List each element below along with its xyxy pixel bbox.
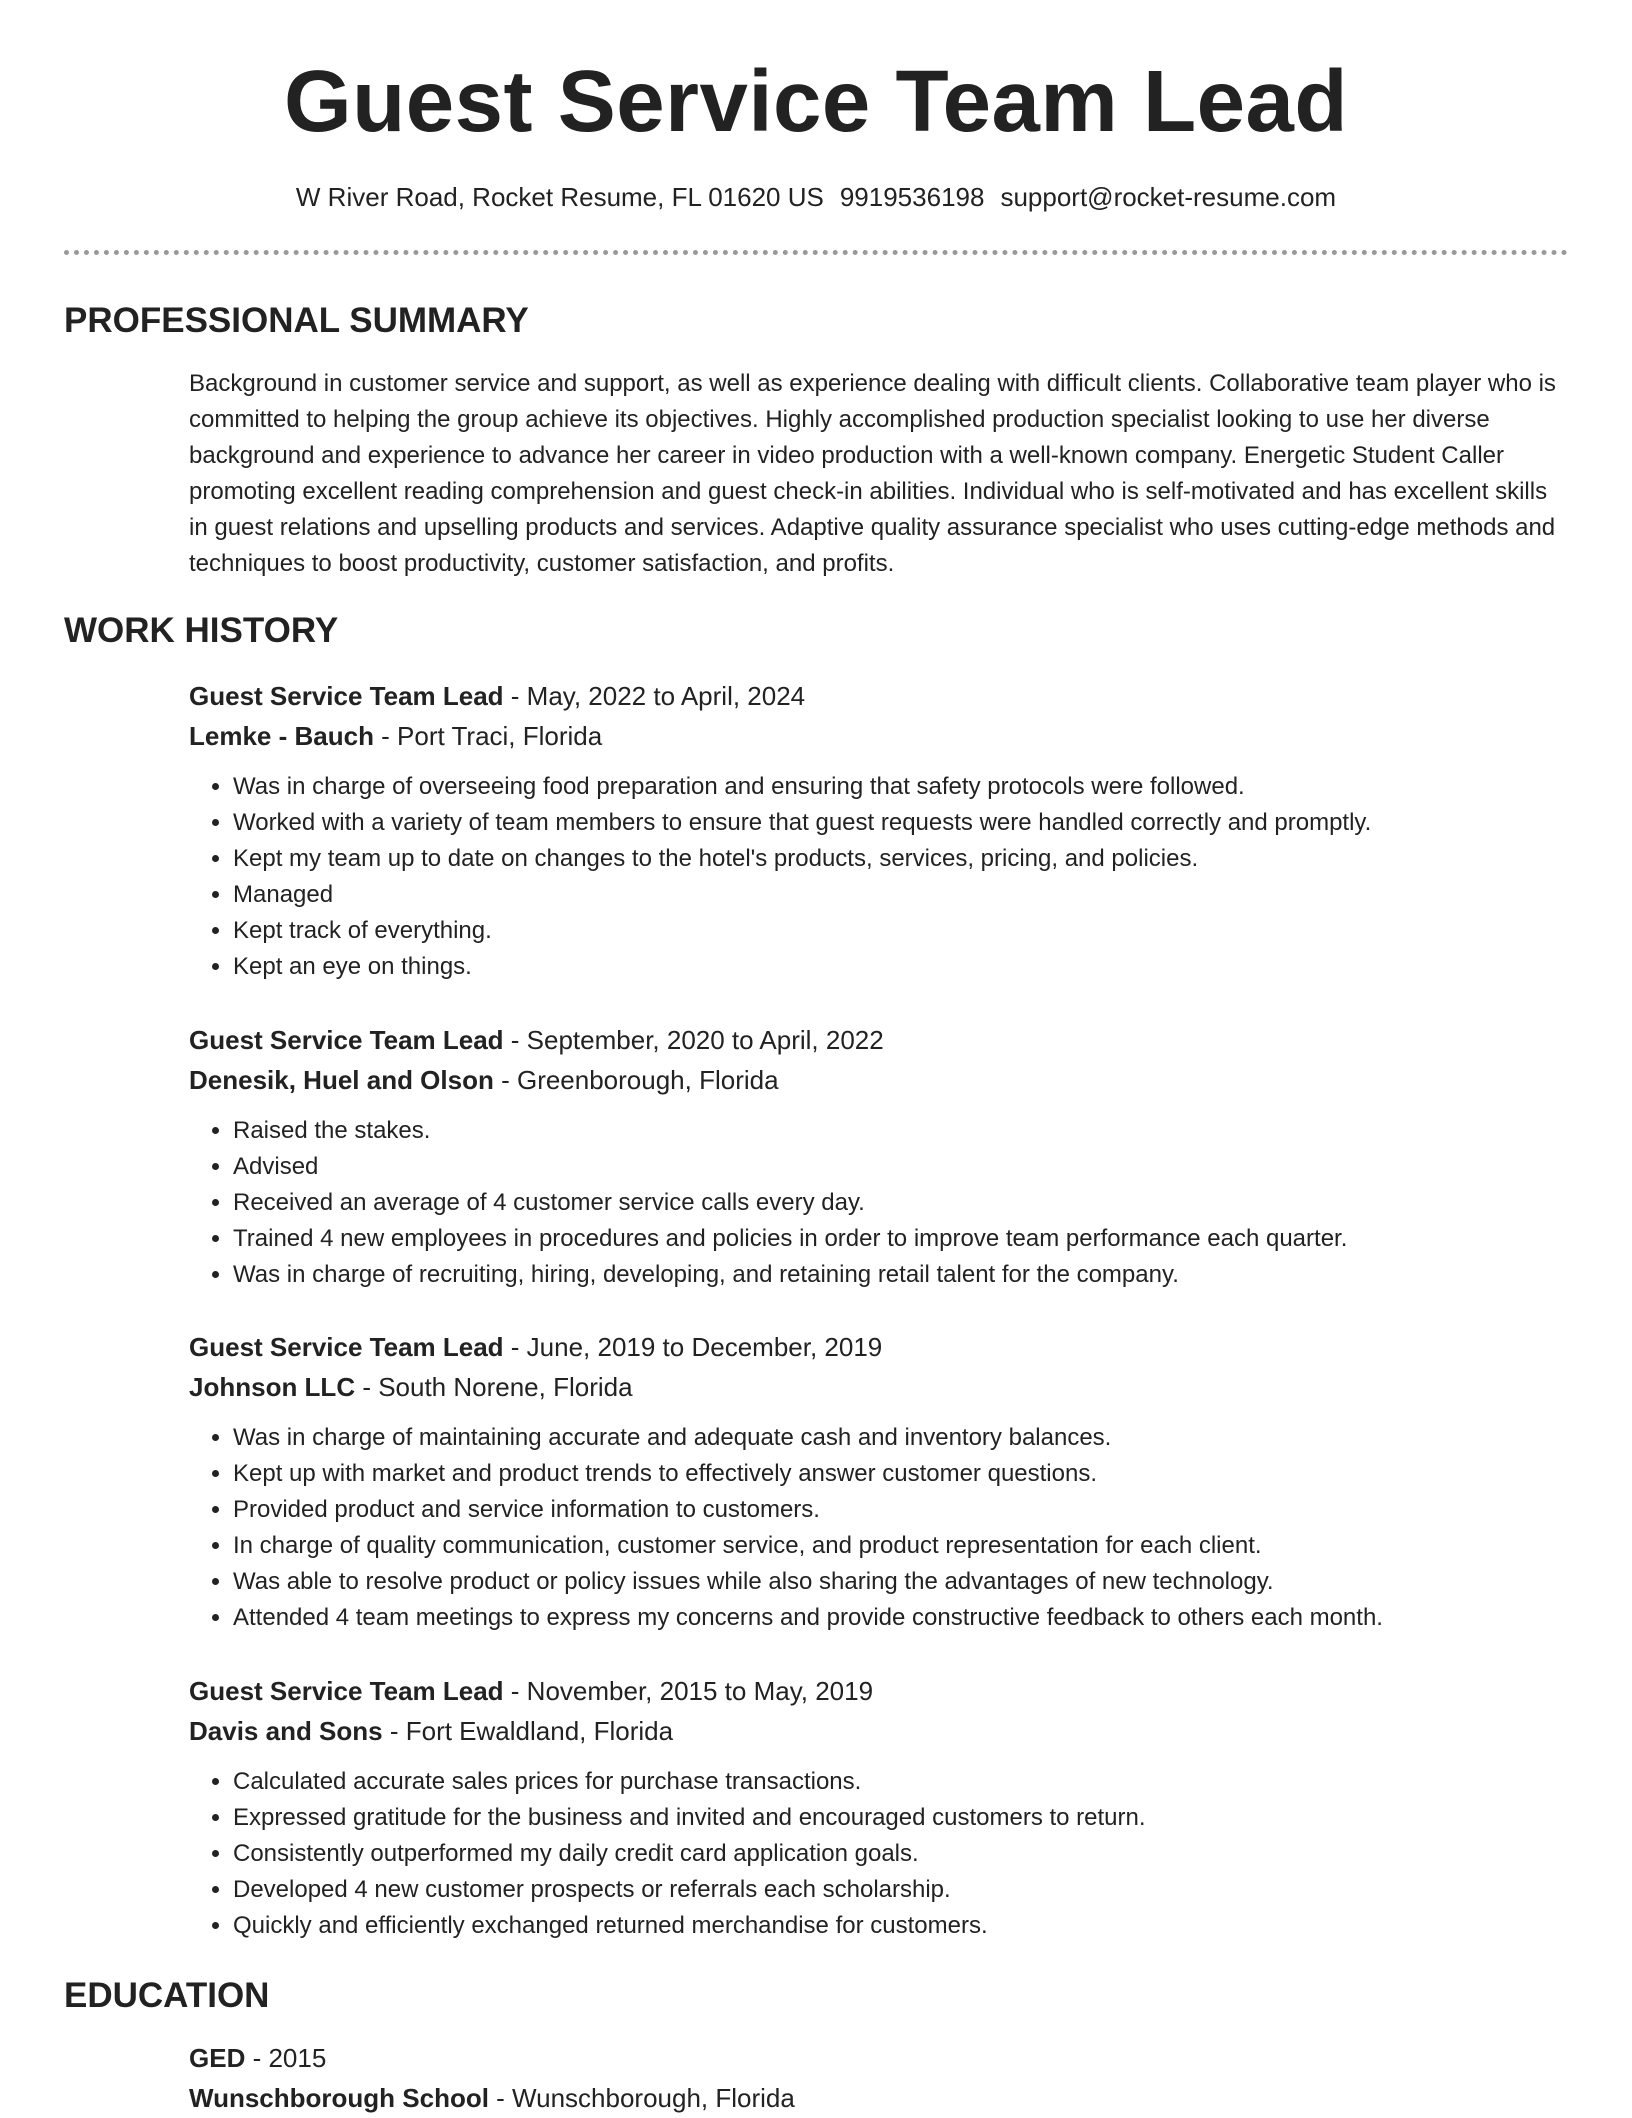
contact-line (0, 181, 1632, 213)
job-title-line (189, 1327, 1569, 1367)
job-company-line (189, 716, 1569, 756)
education-school-line (189, 2078, 1569, 2118)
job-role: Guest Service Team Lead (189, 1676, 504, 1706)
bullet-item: • Expressed gratitude for the business and invited and encouraged customers to return. (233, 1800, 1569, 1836)
job-location: - Greenborough, Florida (493, 1065, 779, 1095)
job-company-line (189, 1711, 1569, 1751)
job-role: Guest Service Team Lead (189, 1332, 504, 1362)
education-school: Wunschborough School (189, 2083, 489, 2113)
job-company: Lemke - Bauch (189, 721, 374, 751)
job-role: Guest Service Team Lead (189, 681, 504, 711)
resume-name: Guest Service Team Lead (283, 53, 1349, 150)
bullet-item: • Attended 4 team meetings to express my concerns and provide constructive feedback to others each month. (233, 1600, 1569, 1636)
job-bullets (189, 1764, 1569, 1944)
bullet-item: • Managed (233, 877, 1569, 913)
job-company-line (189, 1367, 1569, 1407)
contact-phone: 9919536198 (839, 182, 985, 212)
bullet-item: • Kept an eye on things. (233, 949, 1569, 985)
job-company: Denesik, Huel and Olson (189, 1065, 494, 1095)
education-year: - 2015 (245, 2043, 327, 2073)
education-entry (189, 2038, 1569, 2118)
bullet-item: • Advised (233, 1149, 1569, 1185)
job-company-line (189, 1060, 1569, 1100)
bullet-item: • Kept track of everything. (233, 913, 1569, 949)
contact-email: support@rocket-resume.com (1000, 182, 1337, 212)
job-dates: - September, 2020 to April, 2022 (503, 1025, 884, 1055)
bullet-item: • Trained 4 new employees in procedures and policies in order to improve team performance each quarter. (233, 1221, 1569, 1257)
bullet-item: • Quickly and efficiently exchanged returned merchandise for customers. (233, 1908, 1569, 1944)
job-location: - Fort Ewaldland, Florida (382, 1716, 674, 1746)
bullet-item: • Developed 4 new customer prospects or referrals each scholarship. (233, 1872, 1569, 1908)
job-bullets (189, 769, 1569, 985)
bullet-item: • Worked with a variety of team members to ensure that guest requests were handled correctly and promptly. (233, 805, 1569, 841)
bullet-item: • Calculated accurate sales prices for purchase transactions. (233, 1764, 1569, 1800)
job-bullets (189, 1420, 1569, 1636)
bullet-item: • Kept up with market and product trends to effectively answer customer questions. (233, 1456, 1569, 1492)
education-location: - Wunschborough, Florida (488, 2083, 795, 2113)
job-entry (189, 676, 1569, 985)
job-company: Johnson LLC (189, 1372, 356, 1402)
bullet-item: • Provided product and service information to customers. (233, 1492, 1569, 1528)
job-entry (189, 1020, 1569, 1293)
job-dates: - November, 2015 to May, 2019 (503, 1676, 874, 1706)
education-heading: EDUCATION (64, 1976, 270, 2015)
job-title-line (189, 1671, 1569, 1711)
education-degree-line (189, 2038, 1569, 2078)
job-location: - Port Traci, Florida (373, 721, 603, 751)
job-role: Guest Service Team Lead (189, 1025, 504, 1055)
job-entry (189, 1671, 1569, 1944)
job-location: - South Norene, Florida (355, 1372, 633, 1402)
header-divider (64, 250, 1568, 255)
summary-heading: PROFESSIONAL SUMMARY (64, 301, 529, 340)
summary-text: Background in customer service and support, as well as experience dealing with difficult clients. Collaborative team player who is committed to helping the group achieve its objectives. Highly accomplished production specialist looking to use her diverse background and experience to advance her career in video production with a well-known company. Energetic Student Caller promoting excellent reading comprehension and guest check-in abilities. Individual who is self-motivated and has excellent skills in guest relations and upselling products and services. Adaptive quality assurance specialist who uses cutting-edge methods and techniques to boost productivity, customer satisfaction, and profits. (189, 370, 1556, 577)
bullet-item: • Received an average of 4 customer service calls every day. (233, 1185, 1569, 1221)
bullet-item: • Was in charge of recruiting, hiring, developing, and retaining retail talent for the company. (233, 1257, 1569, 1293)
bullet-item: • Was able to resolve product or policy issues while also sharing the advantages of new technology. (233, 1564, 1569, 1600)
bullet-item: • Was in charge of maintaining accurate and adequate cash and inventory balances. (233, 1420, 1569, 1456)
job-title-line (189, 676, 1569, 716)
job-company: Davis and Sons (189, 1716, 383, 1746)
education-degree: GED (189, 2043, 246, 2073)
contact-address: W River Road, Rocket Resume, FL 01620 US (295, 182, 824, 212)
bullet-item: • Raised the stakes. (233, 1113, 1569, 1149)
job-title-line (189, 1020, 1569, 1060)
bullet-item: • Kept my team up to date on changes to the hotel's products, services, pricing, and policies. (233, 841, 1569, 877)
bullet-item: • In charge of quality communication, customer service, and product representation for each client. (233, 1528, 1569, 1564)
bullet-item: • Was in charge of overseeing food preparation and ensuring that safety protocols were followed. (233, 769, 1569, 805)
job-bullets (189, 1113, 1569, 1293)
job-entry (189, 1327, 1569, 1636)
job-dates: - May, 2022 to April, 2024 (503, 681, 806, 711)
job-dates: - June, 2019 to December, 2019 (503, 1332, 883, 1362)
work-history-heading: WORK HISTORY (64, 611, 339, 650)
bullet-item: • Consistently outperformed my daily credit card application goals. (233, 1836, 1569, 1872)
